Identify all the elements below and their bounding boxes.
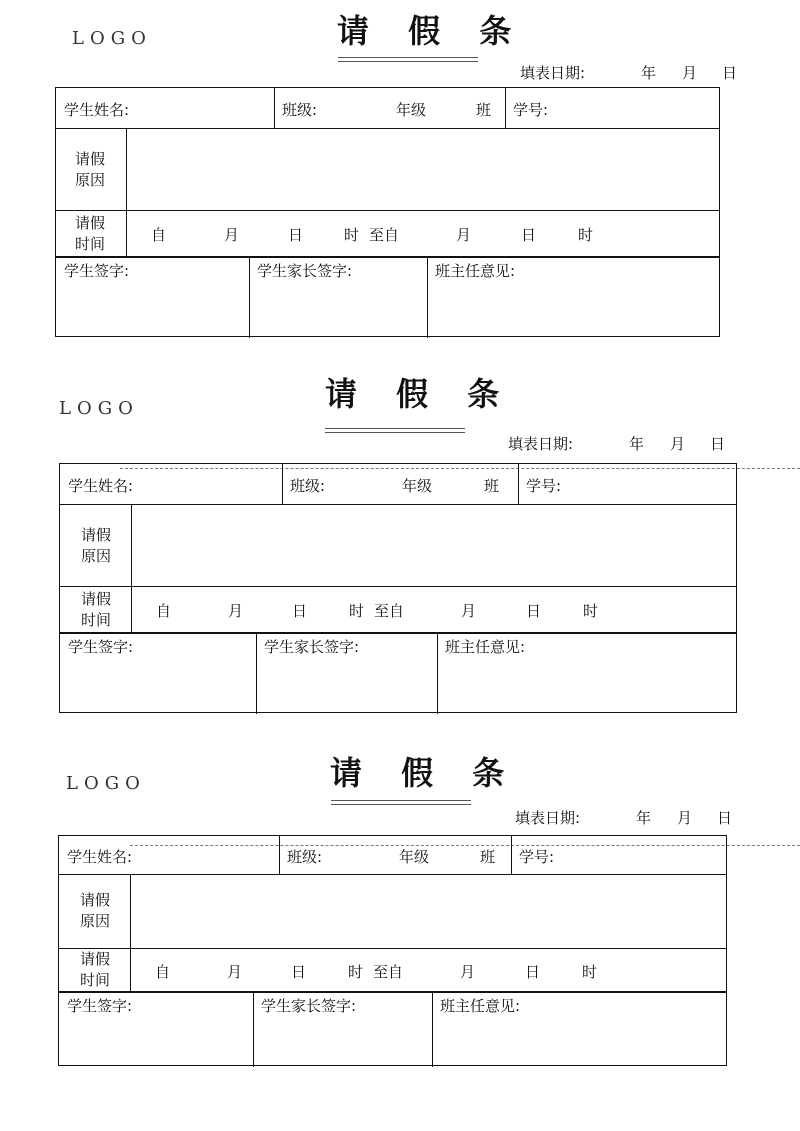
leave-slip-3 bbox=[0, 735, 800, 1075]
logo: LOGO bbox=[72, 28, 152, 49]
grade-label: 年级 bbox=[402, 477, 433, 495]
day-label: 日 bbox=[525, 963, 541, 981]
month-label: 月 bbox=[227, 963, 243, 981]
leave-form bbox=[59, 463, 737, 713]
student-signature-label: 学生签字: bbox=[67, 997, 133, 1015]
page-title: 请 假 条 bbox=[330, 754, 519, 792]
parent-signature-label: 学生家长签字: bbox=[261, 997, 357, 1015]
reason-row bbox=[59, 875, 726, 949]
student-signature-label: 学生签字: bbox=[64, 262, 130, 280]
date-day: 日 bbox=[722, 64, 738, 82]
hour-label: 时 bbox=[582, 963, 598, 981]
day-label: 日 bbox=[288, 226, 304, 244]
day-label: 日 bbox=[292, 602, 308, 620]
time-label: 请假 时间 bbox=[74, 214, 105, 253]
reason-label: 请假 原因 bbox=[74, 150, 105, 189]
date-label: 填表日期: bbox=[520, 64, 586, 82]
month-label: 月 bbox=[461, 602, 477, 620]
time-label: 请假 时间 bbox=[79, 950, 110, 989]
ban-label: 班 bbox=[476, 101, 492, 119]
date-day: 日 bbox=[710, 435, 726, 453]
teacher-opinion-label: 班主任意见: bbox=[440, 997, 521, 1015]
date-year: 年 bbox=[641, 64, 657, 82]
hour-label: 时 bbox=[578, 226, 594, 244]
to-label: 至自 bbox=[374, 602, 405, 620]
info-row bbox=[60, 464, 736, 505]
student-name-label: 学生姓名: bbox=[68, 477, 134, 495]
reason-row bbox=[60, 505, 736, 587]
month-label: 月 bbox=[228, 602, 244, 620]
hour-label: 时 bbox=[583, 602, 599, 620]
logo: LOGO bbox=[59, 398, 139, 419]
month-label: 月 bbox=[456, 226, 472, 244]
reason-row bbox=[56, 129, 719, 211]
signature-row bbox=[56, 257, 719, 338]
grade-label: 年级 bbox=[399, 848, 430, 866]
reason-label: 请假 原因 bbox=[80, 526, 111, 565]
leave-form bbox=[55, 87, 720, 337]
date-day: 日 bbox=[717, 809, 733, 827]
student-name-label: 学生姓名: bbox=[64, 101, 130, 119]
month-label: 月 bbox=[224, 226, 240, 244]
parent-signature-label: 学生家长签字: bbox=[257, 262, 353, 280]
leave-slip-2 bbox=[0, 360, 800, 720]
signature-row bbox=[59, 992, 726, 1067]
teacher-opinion-label: 班主任意见: bbox=[435, 262, 516, 280]
student-id-label: 学号: bbox=[526, 477, 562, 495]
hour-label: 时 bbox=[344, 226, 360, 244]
to-label: 至自 bbox=[373, 963, 404, 981]
teacher-opinion-label: 班主任意见: bbox=[445, 638, 526, 656]
ban-label: 班 bbox=[484, 477, 500, 495]
student-id-label: 学号: bbox=[513, 101, 549, 119]
title-underline bbox=[325, 432, 465, 433]
time-row bbox=[56, 211, 719, 257]
logo: LOGO bbox=[66, 773, 146, 794]
student-id-label: 学号: bbox=[519, 848, 555, 866]
parent-signature-label: 学生家长签字: bbox=[264, 638, 360, 656]
fill-date bbox=[515, 807, 755, 827]
reason-label: 请假 原因 bbox=[79, 891, 110, 930]
class-label: 班级: bbox=[287, 848, 323, 866]
title-underline bbox=[331, 800, 471, 801]
leave-form bbox=[58, 835, 727, 1066]
grade-label: 年级 bbox=[396, 101, 427, 119]
info-row bbox=[56, 88, 719, 129]
date-label: 填表日期: bbox=[508, 435, 574, 453]
fill-date bbox=[520, 62, 760, 82]
time-label: 请假 时间 bbox=[80, 590, 111, 629]
page-title: 请 假 条 bbox=[337, 12, 526, 50]
page-title: 请 假 条 bbox=[325, 375, 514, 413]
to-label: 至自 bbox=[369, 226, 400, 244]
date-label: 填表日期: bbox=[515, 809, 581, 827]
student-signature-label: 学生签字: bbox=[68, 638, 134, 656]
title-underline bbox=[338, 61, 478, 62]
title-underline bbox=[331, 804, 471, 805]
date-month: 月 bbox=[677, 809, 693, 827]
hour-label: 时 bbox=[349, 602, 365, 620]
day-label: 日 bbox=[526, 602, 542, 620]
from-label: 自 bbox=[155, 963, 171, 981]
info-row bbox=[59, 836, 726, 875]
class-label: 班级: bbox=[282, 101, 318, 119]
time-row bbox=[60, 587, 736, 633]
fill-date bbox=[508, 433, 748, 453]
hour-label: 时 bbox=[348, 963, 364, 981]
student-name-label: 学生姓名: bbox=[67, 848, 133, 866]
date-year: 年 bbox=[629, 435, 645, 453]
time-row bbox=[59, 949, 726, 992]
class-label: 班级: bbox=[290, 477, 326, 495]
from-label: 自 bbox=[151, 226, 167, 244]
ban-label: 班 bbox=[480, 848, 496, 866]
title-underline bbox=[338, 57, 478, 58]
title-underline bbox=[325, 428, 465, 429]
day-label: 日 bbox=[291, 963, 307, 981]
date-month: 月 bbox=[670, 435, 686, 453]
date-month: 月 bbox=[682, 64, 698, 82]
from-label: 自 bbox=[156, 602, 172, 620]
day-label: 日 bbox=[521, 226, 537, 244]
leave-slip-1 bbox=[0, 0, 800, 345]
date-year: 年 bbox=[636, 809, 652, 827]
month-label: 月 bbox=[460, 963, 476, 981]
signature-row bbox=[60, 633, 736, 714]
